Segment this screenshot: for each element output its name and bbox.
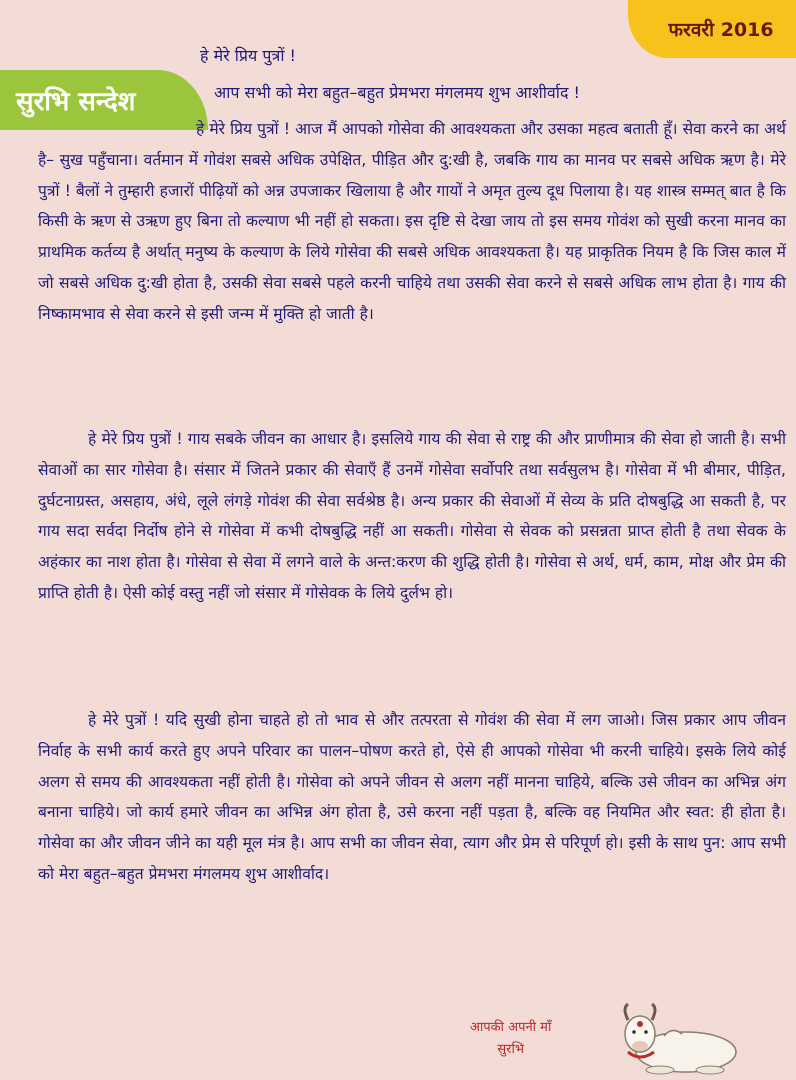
paragraph-2: हे मेरे प्रिय पुत्रों ! गाय सबके जीवन का आधार है। इसलिये गाय की सेवा से राष्ट्र की और प्राणीमात्र की सेवा हो जाती है। सभी सेवाओं का सार गोसेवा है। संसार में जितने प्रकार की सेवाएँ हैं उनमें गोसेवा सर्वोपरि तथा सर्वसुलभ है। गोसेवा में भी बीमार, पीड़ित, दुर्घटनाग्रस्त, असहाय, अंधे, लूले लंगड़े गोवंश की सेवा सर्वश्रेष्ठ है। अन्य प्रकार की सेवाओं में सेव्य के प्रति दोषबुद्धि आ सकती है, पर गाय सदा सर्वदा निर्दोष होने से गोसेवा में कभी दोषबुद्धि नहीं आ सकती। गोसेवा से सेवक को प्रसन्नता प्राप्त होती है तथा सेवक के अहंकार का नाश होता है। गोसेवा से सेवा में लगने वाले के अन्त:करण की शुद्धि होती है। गोसेवा से अर्थ, धर्म, काम, मोक्ष और प्रेम की प्राप्ति होती है। ऐसी कोई वस्तु नहीं जो संसार में गोसेवक के लिये दुर्लभ हो। [38, 430, 786, 602]
signature-line-1: आपकी अपनी माँ [470, 1020, 552, 1035]
signature [470, 1017, 551, 1061]
paragraph-3: हे मेरे पुत्रों ! यदि सुखी होना चाहते हो तो भाव से और तत्परता से गोवंश की सेवा में लग जाओ। जिस प्रकार आप जीवन निर्वाह के सभी कार्य करते हुए अपने परिवार का पालन–पोषण करते हो, ऐसे ही आपको गोसेवा भी करनी चाहिये। इसके लिये कोई अलग से समय की आवश्यकता नहीं होती है। गोसेवा को अपने जीवन से अलग नहीं मानना चाहिये, बल्कि उसे जीवन का अभिन्न अंग बनाना चाहिये। जो कार्य हमारे जीवन का अभिन्न अंग होता है, उसे करना नहीं पड़ता है, बल्कि वह नियमित और स्वत: ही होता है। गोसेवा का और जीवन जीने का यही मूल मंत्र है। आप सभी का जीवन सेवा, त्याग और प्रेम से परिपूर्ण हो। इसी के साथ पुन: आप सभी को मेरा बहुत–बहुत प्रेमभरा मंगलमय शुभ आशीर्वाद। [38, 711, 786, 883]
signature-line-2: सुरभि [497, 1042, 524, 1057]
letter-salutation: हे मेरे प्रिय पुत्रों ! [200, 46, 296, 65]
letter-blessing: आप सभी को मेरा बहुत–बहुत प्रेमभरा मंगलमय शुभ आशीर्वाद ! [214, 83, 580, 102]
section-title: सुरभि सन्देश [16, 87, 136, 117]
paragraph-1: हे मेरे प्रिय पुत्रों ! आज मैं आपको गोसेवा की आवश्यकता और उसका महत्व बताती हूँ। सेवा करने का अर्थ है– सुख पहुँचाना। वर्तमान में गोवंश सबसे अधिक उपेक्षित, पीड़ित और दु:खी है, जबकि गाय का मानव पर सबसे अधिक ऋण है। मेरे पुत्रों ! बैलों ने तुम्हारी हजारों पीढ़ियों को अन्न उपजाकर खिलाया है और गायों ने अमृत तुल्य दूध पिलाया है। यह शास्त्र सम्मत् बात है कि किसी के ऋण से उऋण हुए बिना तो कल्याण भी नहीं हो सकता। इस दृष्टि से देखा जाय तो इस समय गोवंश को सुखी करना मानव का प्राथमिक कर्तव्य है अर्थात् मनुष्य के कल्याण के लिये गोसेवा की सबसे अधिक आवश्यकता है। यह प्राकृतिक नियम है कि जिस काल में जो सबसे अधिक दु:खी होता है, उसकी सेवा सबसे पहले करनी चाहिये तथा उसकी सेवा करने से सबसे अधिक लाभ होता है। गाय की निष्कामभाव से सेवा करने से इसी जन्म में मुक्ति हो जाती है। [38, 120, 786, 323]
issue-date: फरवरी 2016 [668, 19, 774, 41]
date-tab [628, 0, 796, 58]
cow-icon [598, 1000, 748, 1076]
